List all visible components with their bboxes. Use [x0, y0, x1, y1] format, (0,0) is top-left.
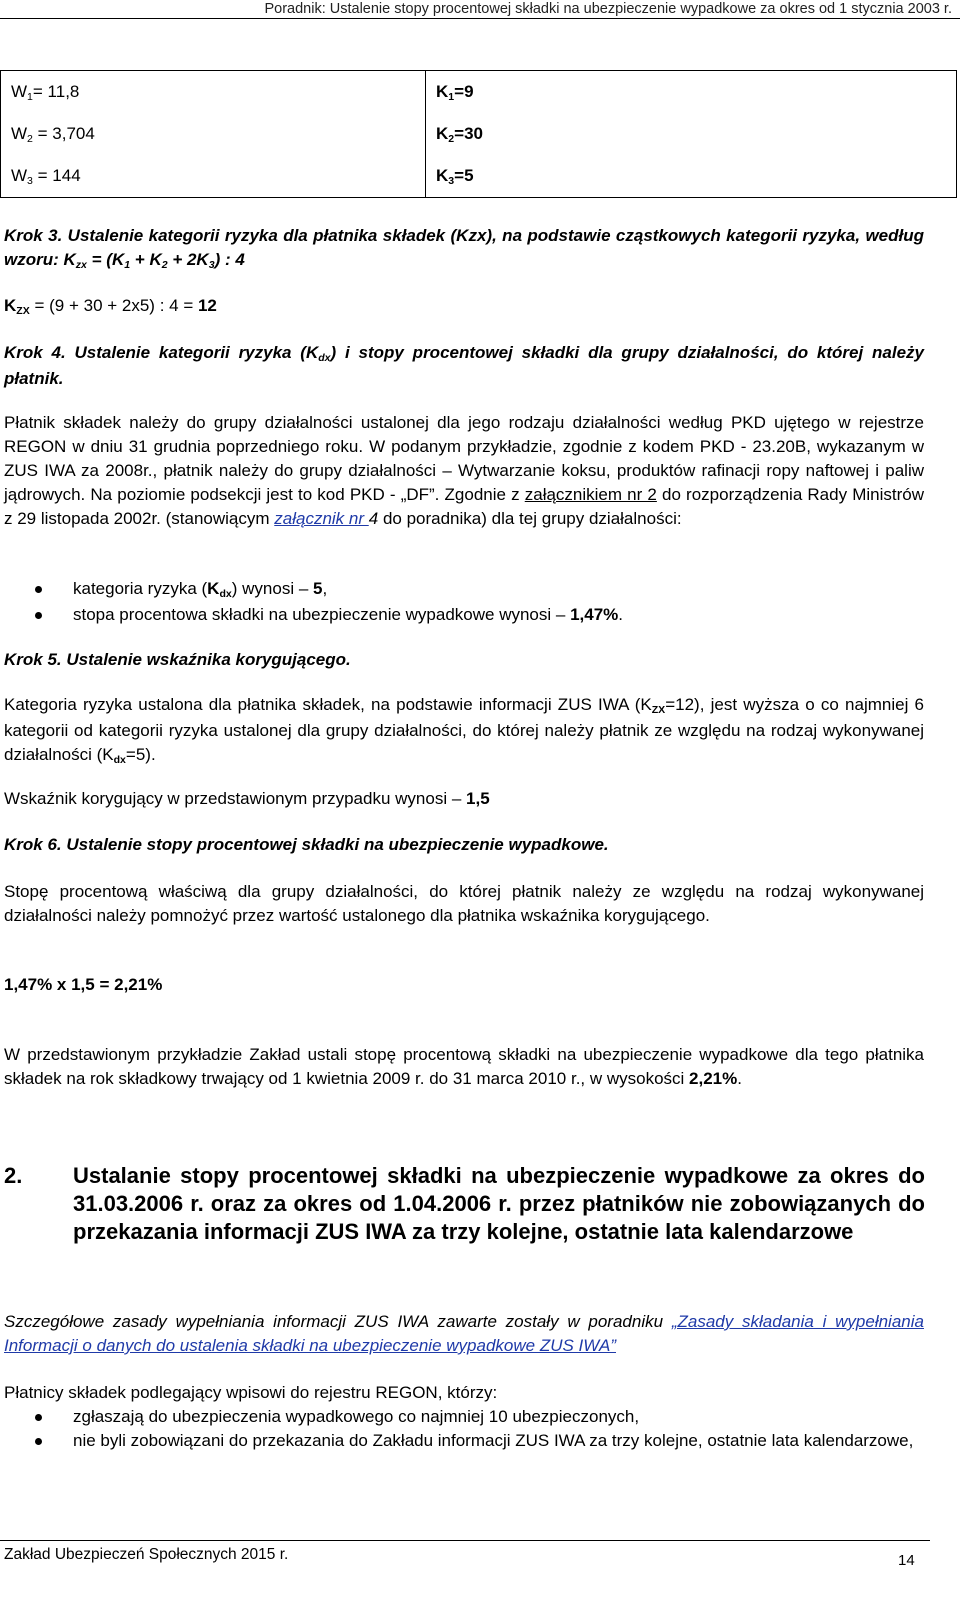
page-number: 14	[898, 1552, 915, 1569]
bullet-icon	[35, 1438, 42, 1445]
list-item: kategoria ryzyka (Kdx) wynosi – 5,	[4, 577, 924, 603]
section2-bullet-list	[4, 1405, 924, 1453]
values-table	[0, 70, 957, 198]
w3-cell: W3 = 144	[1, 155, 426, 198]
k3-cell: K3=5	[436, 166, 474, 188]
table-row	[1, 71, 957, 114]
krok3-heading: Krok 3. Ustalenie kategorii ryzyka dla płatnika składek (Kzx), na podstawie cząstkowych kategorii ryzyka, według wzoru: Kzx = (K1 + K2 + 2K3) : 4	[4, 226, 924, 272]
krok5-paragraph: Kategoria ryzyka ustalona dla płatnika składek, na podstawie informacji ZUS IWA (KZX=12), jest wyższa o co najmniej 6 kategorii od kategorii ryzyka ustalonej dla grupy działalności, do której należy płatnik ze względu na rodzaj wykonywanej działalności (Kdx=5).	[4, 695, 925, 767]
krok4-bullet-list	[4, 577, 924, 627]
krok5-indicator: Wskaźnik korygujący w przedstawionym przypadku wynosi – 1,5	[4, 789, 490, 808]
krok4-heading: Krok 4. Ustalenie kategorii ryzyka (Kdx) i stopy procentowej składki dla grupy działalności, do której należy płatnik.	[4, 343, 924, 388]
annex4-link[interactable]: załącznik nr	[274, 509, 369, 528]
table-row	[1, 155, 957, 198]
krok6-heading: Krok 6. Ustalenie stopy procentowej składki na ubezpieczenie wypadkowe.	[4, 835, 609, 854]
bullet-icon	[35, 1414, 42, 1421]
k2-cell: K2=30	[436, 124, 483, 146]
header-title: Poradnik: Ustalenie stopy procentowej składki na ubezpieczenie wypadkowe za okres od 1 stycznia 2003 r.	[264, 1, 952, 17]
section2-intro: Płatnicy składek podlegający wpisowi do rejestru REGON, którzy:	[4, 1383, 498, 1402]
annex2-reference: załącznikiem nr 2	[524, 485, 657, 504]
krok6-summary: W przedstawionym przykładzie Zakład ustali stopę procentową składki na ubezpieczenie wypadkowe dla tego płatnika składek na rok składkowy trwający od 1 kwietnia 2009 r. do 31 marca 2010 r., w wysokości 2,21%.	[4, 1045, 924, 1088]
table-row	[1, 113, 957, 155]
section-title: Ustalanie stopy procentowej składki na ubezpieczenie wypadkowe za okres do 31.03.2006 r. oraz za okres od 1.04.2006 r. przez płatników nie zobowiązanych do przekazania informacji ZUS IWA za trzy kolejne, ostatnie lata kalendarzowe	[73, 1163, 925, 1244]
header-rule	[0, 18, 960, 19]
krok5-heading: Krok 5. Ustalenie wskaźnika korygującego.	[4, 650, 351, 669]
section2-guide-note: Szczegółowe zasady wypełniania informacji ZUS IWA zawarte zostały w poradniku „Zasady składania i wypełniania Informacji o danych do ustalenia składki na ubezpieczenie wypadkowe ZUS IWA”	[4, 1312, 924, 1355]
list-item: zgłaszają do ubezpieczenia wypadkowego co najmniej 10 ubezpieczonych,	[4, 1405, 924, 1429]
bullet-icon	[35, 586, 42, 593]
krok3-calculation: KZX = (9 + 30 + 2x5) : 4 = 12	[4, 296, 217, 318]
list-item: stopa procentowa składki na ubezpieczenie wypadkowe wynosi – 1,47%.	[4, 603, 924, 627]
footer-org: Zakład Ubezpieczeń Społecznych 2015 r.	[4, 1546, 289, 1563]
krok6-calculation: 1,47% x 1,5 = 2,21%	[4, 975, 163, 994]
krok4-paragraph: Płatnik składek należy do grupy działalności ustalonej dla jego rodzaju działalności według PKD ujętego w rejestrze REGON w dniu 31 grudnia poprzedniego roku. W podanym przykładzie, zgodnie z kodem PKD - 23.20B, wykazanym w ZUS IWA za 2008r., płatnik należy do grupy działalności – Wytwarzanie koksu, produktów rafinacji ropy naftowej i paliw jądrowych. Na poziomie podsekcji jest to kod PKD - „DF”. Zgodnie z załącznikiem nr 2 do rozporządzenia Rady Ministrów z 29 listopada 2002r. (stanowiącym załącznik nr 4 do poradnika) dla tej grupy działalności:	[4, 413, 925, 528]
list-item: nie byli zobowiązani do przekazania do Zakładu informacji ZUS IWA za trzy kolejne, ostatnie lata kalendarzowe,	[4, 1429, 924, 1453]
k1-cell: K1=9	[436, 82, 474, 104]
page-header	[0, 0, 960, 18]
footer-rule	[0, 1540, 930, 1541]
bullet-icon	[35, 612, 42, 619]
krok6-paragraph: Stopę procentową właściwą dla grupy działalności, do której płatnik należy ze względu na rodzaj wykonywanej działalności należy pomnożyć przez wartość ustalonego dla płatnika wskaźnika korygującego.	[4, 882, 924, 925]
w2-cell: W2 = 3,704	[1, 113, 426, 155]
guide-link[interactable]: „Zasady składania i wypełniania Informacji o danych do ustalenia składki na ubezpieczenie wypadkowe ZUS IWA”	[4, 1312, 924, 1355]
w1-cell: W1= 11,8	[1, 71, 426, 114]
section-number: 2.	[4, 1163, 23, 1188]
